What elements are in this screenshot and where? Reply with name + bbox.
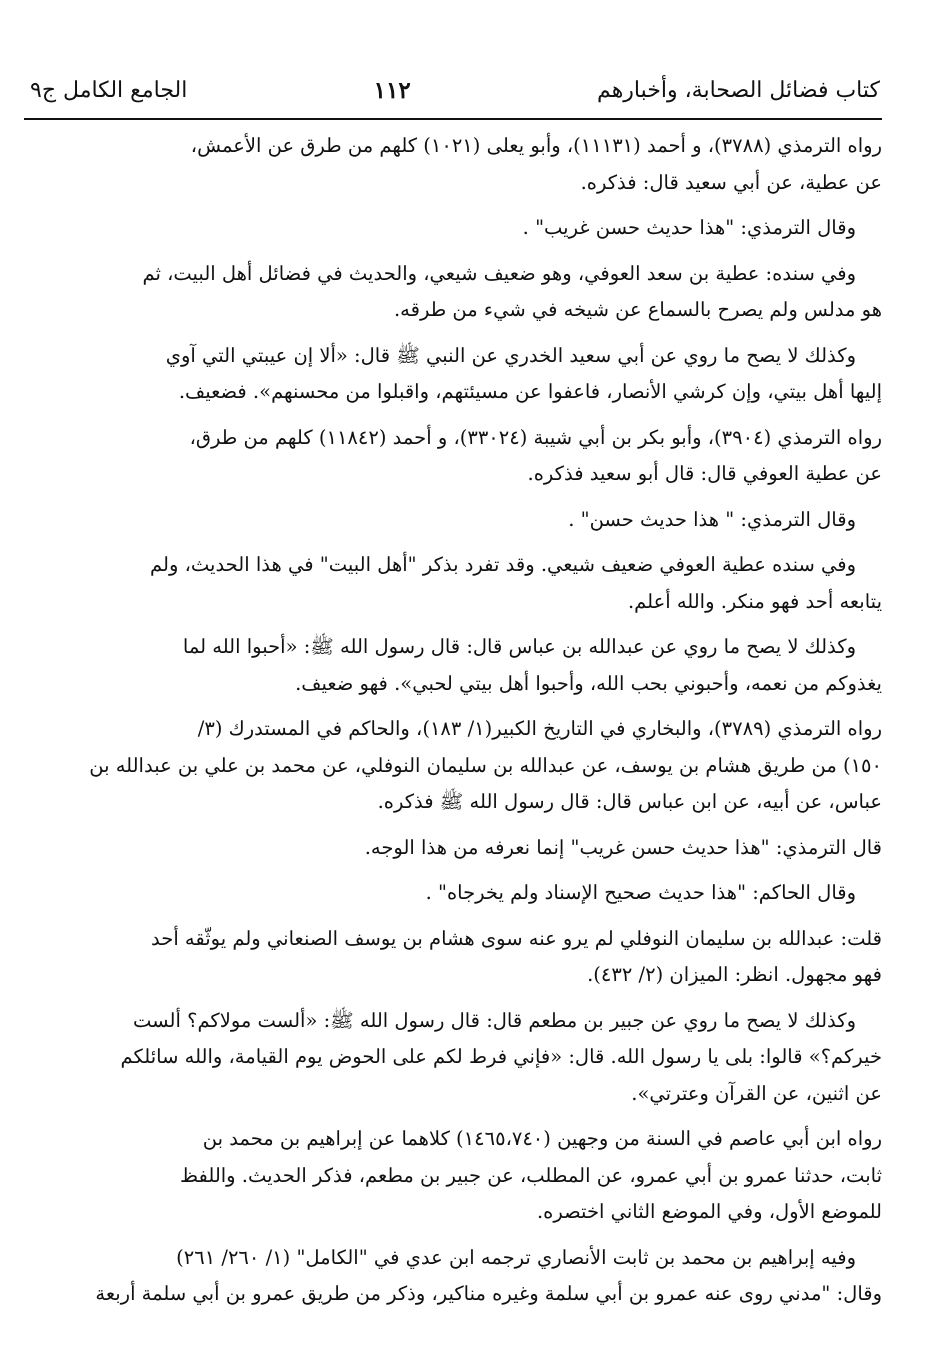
text-line: رواه الترمذي (٣٧٨٨)، و أحمد (١١١٣١)، وأبو يعلى (١٠٢١) كلهم من طرق عن الأعمش، [190, 134, 882, 157]
text-line: للموضع الأول، وفي الموضع الثاني اختصره. [536, 1200, 882, 1223]
page-body [22, 128, 882, 1322]
text-line: وقال: "مدني روى عنه عمرو بن أبي سلمة وغيره مناكير، وذكر من طريق عمرو بن أبي سلمة أربعة [95, 1282, 882, 1305]
page-number: ١١٢ [373, 76, 411, 104]
text-line: قلت: عبدالله بن سليمان النوفلي لم يرو عنه سوى هشام بن يوسف الصنعاني ولم يوثّقه أحد [151, 926, 882, 950]
text-line: يتابعه أحد فهو منكر. والله أعلم. [627, 589, 882, 613]
paragraph [22, 256, 882, 329]
text-line: وقال الحاكم: "هذا حديث صحيح الإسناد ولم يخرجاه" . [425, 881, 856, 904]
paragraph [22, 128, 882, 201]
paragraph [22, 1121, 882, 1231]
text-line: وفيه إبراهيم بن محمد بن ثابت الأنصاري ترجمه ابن عدي في "الكامل" (١/ ٢٦٠/ ٢٦١) [176, 1245, 856, 1269]
paragraph [22, 921, 882, 994]
text-line: ثابت، حدثنا عمرو بن أبي عمرو، عن المطلب، عن جبير بن مطعم، فذكر الحديث. واللفظ [179, 1163, 882, 1187]
text-line: رواه ابن أبي عاصم في السنة من وجهين (١٤٦٥،٧٤٠) كلاهما عن إبراهيم بن محمد بن [202, 1127, 882, 1150]
text-line: رواه الترمذي (٣٩٠٤)، وأبو بكر بن أبي شيبة (٣٣٠٢٤)، و أحمد (١١٨٤٢) كلهم من طرق، [189, 425, 882, 449]
text-line: رواه الترمذي (٣٧٨٩)، والبخاري في التاريخ الكبير(١/ ١٨٣)، والحاكم في المستدرك (٣/ [197, 717, 882, 740]
text-line: إليها أهل بيتي، وإن كرشي الأنصار، فاعفوا عن مسيئتهم، واقبلوا من محسنهم». فضعيف. [178, 380, 882, 403]
paragraph [22, 875, 882, 912]
paragraph [22, 338, 882, 411]
paragraph [22, 830, 882, 867]
text-line: وقال الترمذي: "هذا حديث حسن غريب" . [522, 216, 856, 239]
text-line: عباس، عن أبيه، عن ابن عباس قال: قال رسول الله ﷺ فذكره. [377, 790, 882, 813]
text-line: خيركم؟» قالوا: بلى يا رسول الله. قال: «فإني فرط لكم على الحوض يوم القيامة، والله سائلكم [120, 1045, 882, 1068]
text-line: فهو مجهول. انظر: الميزان (٢/ ٤٣٢). [587, 963, 882, 986]
header-rule [24, 118, 882, 120]
text-line: وفي سنده عطية العوفي ضعيف شيعي. وقد تفرد بذكر "أهل البيت" في هذا الحديث، ولم [150, 553, 856, 576]
text-line: وكذلك لا يصح ما روي عن عبدالله بن عباس قال: قال رسول الله ﷺ: «أحبوا الله لما [182, 635, 856, 658]
text-line: قال الترمذي: "هذا حديث حسن غريب" إنما نعرفه من هذا الوجه. [364, 835, 882, 859]
paragraph [22, 210, 882, 247]
text-line: عن عطية العوفي قال: قال أبو سعيد فذكره. [527, 462, 882, 485]
text-line: عن عطية، عن أبي سعيد قال: فذكره. [580, 170, 882, 194]
running-header [30, 70, 880, 110]
text-line: عن اثنين، عن القرآن وعترتي». [631, 1081, 882, 1105]
paragraph [22, 502, 882, 539]
text-line: ١٥٠) من طريق هشام بن يوسف، عن عبدالله بن سليمان النوفلي، عن محمد بن علي بن عبدالله بن [89, 753, 882, 777]
paragraph [22, 629, 882, 702]
paragraph [22, 1240, 882, 1313]
paragraph [22, 711, 882, 821]
text-line: هو مدلس ولم يصرح بالسماع عن شيخه في شيء من طرقه. [393, 298, 882, 321]
text-line: وقال الترمذي: " هذا حديث حسن" . [568, 507, 856, 531]
paragraph [22, 547, 882, 620]
paragraph [22, 1003, 882, 1113]
book-title: كتاب فضائل الصحابة، وأخبارهم [597, 77, 880, 103]
volume-label: الجامع الكامل ج٩ [30, 77, 188, 103]
text-line: وفي سنده: عطية بن سعد العوفي، وهو ضعيف شيعي، والحديث في فضائل أهل البيت، ثم [142, 261, 856, 285]
text-line: يغذوكم من نعمه، وأحبوني بحب الله، وأحبوا أهل بيتي لحبي». فهو ضعيف. [295, 671, 882, 695]
paragraph [22, 420, 882, 493]
text-line: وكذلك لا يصح ما روي عن جبير بن مطعم قال: قال رسول الله ﷺ: «ألست مولاكم؟ ألست [133, 1008, 856, 1032]
text-line: وكذلك لا يصح ما روي عن أبي سعيد الخدري عن النبي ﷺ قال: «ألا إن عيبتي التي آوي [165, 343, 856, 367]
